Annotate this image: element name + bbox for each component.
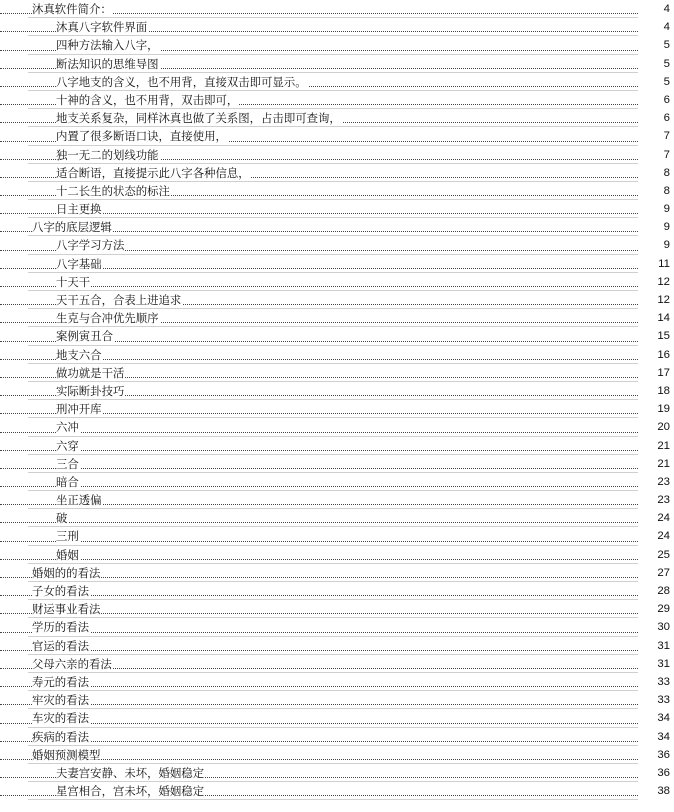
toc-entry-title[interactable]: 学历的看法: [32, 620, 89, 635]
toc-entry-title[interactable]: 十神的含义，也不用背，双击即可，: [56, 92, 239, 107]
toc-entry-title[interactable]: 沐真软件简介：: [32, 2, 112, 16]
toc-entry[interactable]: [0, 382, 674, 400]
toc-entry-title[interactable]: 内置了很多断语口诀，直接使用，: [56, 129, 227, 144]
dot-leader: [0, 522, 638, 523]
toc-entry-title[interactable]: 生克与合冲优先顺序: [56, 311, 159, 326]
toc-entry-page-number[interactable]: 16: [638, 346, 670, 364]
toc-entry-page-number[interactable]: 6: [638, 109, 670, 127]
toc-entry[interactable]: [0, 473, 674, 491]
toc-entry-title[interactable]: 地支六合: [56, 347, 102, 362]
toc-entry-title[interactable]: 寿元的看法: [32, 674, 89, 689]
toc-entry-title[interactable]: 财运事业看法: [32, 602, 101, 617]
toc-entry-page-number[interactable]: 17: [638, 364, 670, 382]
toc-entry-page-number[interactable]: 8: [638, 164, 670, 182]
dot-leader: [0, 686, 638, 687]
toc-entry-page-number[interactable]: 23: [638, 491, 670, 509]
toc-entry-page-number[interactable]: 18: [638, 382, 670, 400]
toc-entry-title[interactable]: 日主更换: [56, 202, 102, 217]
dot-leader: [0, 559, 638, 560]
toc-entry-title[interactable]: 独一无二的划线功能: [56, 147, 159, 162]
toc-entry[interactable]: [0, 364, 674, 382]
toc-entry[interactable]: [0, 200, 674, 218]
dot-leader: [0, 632, 638, 633]
dot-leader: [0, 741, 638, 742]
toc-entry[interactable]: [0, 673, 674, 691]
toc-entry[interactable]: [0, 55, 674, 73]
toc-entry[interactable]: [0, 691, 674, 709]
toc-entry-title[interactable]: 八字学习方法: [56, 238, 125, 253]
dot-leader: [0, 432, 638, 433]
dot-leader: [0, 486, 638, 487]
dot-leader: [0, 650, 638, 651]
toc-entry-page-number[interactable]: 24: [638, 527, 670, 545]
toc-entry[interactable]: [0, 346, 674, 364]
toc-entry[interactable]: [0, 0, 674, 18]
toc-entry-title[interactable]: 六冲: [56, 420, 79, 435]
toc-entry-page-number[interactable]: 30: [638, 618, 670, 636]
toc-entry[interactable]: [0, 709, 674, 727]
toc-entry-title[interactable]: 婚姻预测模型: [32, 747, 101, 762]
toc-entry-title[interactable]: 婚姻的的看法: [32, 565, 101, 580]
toc-entry-title[interactable]: 子女的看法: [32, 584, 89, 598]
toc-entry[interactable]: [0, 73, 674, 91]
dot-leader: [0, 541, 638, 542]
toc-entry-page-number[interactable]: 15: [638, 327, 670, 345]
toc-entry-title[interactable]: 八字地支的含义，也不用背，直接双击即可显示。: [56, 74, 307, 89]
toc-entry-page-number[interactable]: 34: [638, 709, 670, 727]
toc-entry[interactable]: [0, 418, 674, 436]
toc-entry-title[interactable]: 夫妻宫安静、未坏，婚姻稳定: [56, 765, 205, 780]
toc-entry-title[interactable]: 六穿: [56, 438, 79, 453]
toc-entry-page-number[interactable]: 36: [638, 764, 670, 782]
toc-entry-title[interactable]: 疾病的看法: [32, 729, 89, 744]
toc-entry-page-number[interactable]: 5: [638, 36, 670, 54]
dot-leader: [0, 704, 638, 705]
toc-entry-title[interactable]: 地支关系复杂，同样沐真也做了关系图，占击即可查询，: [56, 111, 341, 126]
toc-entry-title[interactable]: 刑冲开库: [56, 402, 102, 417]
toc-entry[interactable]: [0, 655, 674, 673]
toc-entry[interactable]: [0, 309, 674, 327]
toc-entry[interactable]: [0, 18, 674, 36]
toc-entry-page-number[interactable]: 12: [638, 291, 670, 309]
toc-entry-page-number[interactable]: 6: [638, 91, 670, 109]
toc-entry-title[interactable]: 三刑: [56, 529, 79, 544]
toc-entry-page-number[interactable]: 36: [638, 746, 670, 764]
toc-entry-page-number[interactable]: 28: [638, 582, 670, 600]
toc-entry-title[interactable]: 四种方法输入八字，: [56, 38, 159, 53]
toc-entry[interactable]: [0, 582, 674, 600]
toc-entry-page-number[interactable]: 31: [638, 637, 670, 655]
toc-entry-page-number[interactable]: 9: [638, 200, 670, 218]
toc-entry-page-number[interactable]: 14: [638, 309, 670, 327]
toc-entry-page-number[interactable]: 21: [638, 437, 670, 455]
toc-entry-page-number[interactable]: 25: [638, 546, 670, 564]
toc-entry-page-number[interactable]: 24: [638, 509, 670, 527]
toc-entry-page-number[interactable]: 5: [638, 73, 670, 91]
toc-entry[interactable]: [0, 782, 674, 800]
toc-entry-page-number[interactable]: 7: [638, 146, 670, 164]
toc-entry[interactable]: [0, 291, 674, 309]
toc-entry[interactable]: [0, 127, 674, 145]
dot-leader: [0, 468, 638, 469]
toc-entry-title[interactable]: 案例寅丑合: [56, 329, 113, 344]
toc-entry-page-number[interactable]: 38: [638, 782, 670, 800]
toc-entry-title[interactable]: 做功就是干活: [56, 365, 125, 380]
toc-entry-title[interactable]: 破: [56, 511, 68, 526]
toc-entry[interactable]: [0, 164, 674, 182]
toc-entry-page-number[interactable]: 9: [638, 236, 670, 254]
toc-entry-title[interactable]: 实际断卦技巧: [56, 383, 125, 398]
toc-entry[interactable]: [0, 437, 674, 455]
toc-entry[interactable]: [0, 273, 674, 291]
toc-entry[interactable]: [0, 36, 674, 54]
toc-entry-title[interactable]: 车灾的看法: [32, 711, 89, 726]
toc-entry-page-number[interactable]: 31: [638, 655, 670, 673]
toc-entry-page-number[interactable]: 12: [638, 273, 670, 291]
toc-entry[interactable]: [0, 255, 674, 273]
toc-entry-title[interactable]: 适合断语，直接提示此八字各种信息，: [56, 165, 250, 180]
toc-entry[interactable]: [0, 746, 674, 764]
toc-entry-page-number[interactable]: 34: [638, 728, 670, 746]
toc-entry-title[interactable]: 八字的底层逻辑: [32, 220, 112, 235]
dot-leader: [0, 286, 638, 287]
toc-entry-title[interactable]: 牢灾的看法: [32, 693, 89, 708]
toc-entry-page-number[interactable]: 8: [638, 182, 670, 200]
toc-entry[interactable]: [0, 182, 674, 200]
toc-entry[interactable]: [0, 218, 674, 236]
toc-entry-page-number[interactable]: 5: [638, 55, 670, 73]
dot-leader: [0, 595, 638, 596]
toc-entry-title[interactable]: 断法知识的思维导图: [56, 56, 159, 71]
toc-entry-title[interactable]: 十二长生的状态的标注: [56, 183, 170, 198]
toc-entry-title[interactable]: 星宫相合，宫未坏，婚姻稳定: [56, 784, 205, 799]
toc-entry-title[interactable]: 沐真八字软件界面: [56, 20, 148, 35]
toc-entry[interactable]: [0, 527, 674, 545]
toc-entry[interactable]: [0, 109, 674, 127]
toc-entry-page-number[interactable]: 9: [638, 218, 670, 236]
row-underline: [28, 799, 642, 800]
toc-entry[interactable]: [0, 637, 674, 655]
toc-entry-title[interactable]: 坐正透偏: [56, 493, 102, 508]
toc-entry-title[interactable]: 十天干: [56, 274, 91, 289]
toc-entry[interactable]: [0, 91, 674, 109]
toc-entry-page-number[interactable]: 7: [638, 127, 670, 145]
toc-entry-page-number[interactable]: 29: [638, 600, 670, 618]
toc-entry[interactable]: [0, 236, 674, 254]
toc-entry-title[interactable]: 官运的看法: [32, 638, 89, 653]
toc-entry[interactable]: [0, 600, 674, 618]
dot-leader: [0, 723, 638, 724]
toc-entry-page-number[interactable]: 20: [638, 418, 670, 436]
toc-entry[interactable]: [0, 728, 674, 746]
toc-entry[interactable]: [0, 455, 674, 473]
toc-entry-title[interactable]: 三合: [56, 456, 79, 471]
toc-entry-title[interactable]: 父母六亲的看法: [32, 656, 112, 671]
toc-entry[interactable]: [0, 146, 674, 164]
toc-entry-page-number[interactable]: 33: [638, 691, 670, 709]
toc-entry-title[interactable]: 天干五合，合表上进追求: [56, 293, 182, 307]
toc-entry[interactable]: [0, 491, 674, 509]
toc-entry[interactable]: [0, 618, 674, 636]
toc-entry-page-number[interactable]: 33: [638, 673, 670, 691]
toc-entry-page-number[interactable]: 27: [638, 564, 670, 582]
toc-entry-page-number[interactable]: 21: [638, 455, 670, 473]
toc-entry-title[interactable]: 婚姻: [56, 547, 79, 562]
toc-entry-title[interactable]: 八字基础: [56, 256, 102, 271]
toc-entry[interactable]: [0, 509, 674, 527]
toc-entry[interactable]: [0, 764, 674, 782]
toc-entry[interactable]: [0, 400, 674, 418]
dot-leader: [0, 450, 638, 451]
toc-entry[interactable]: [0, 327, 674, 345]
toc-entry-page-number[interactable]: 19: [638, 400, 670, 418]
toc-entry[interactable]: [0, 564, 674, 582]
toc-entry-page-number[interactable]: 4: [638, 18, 670, 36]
toc-entry-page-number[interactable]: 4: [638, 0, 670, 18]
toc-entry-page-number[interactable]: 11: [638, 255, 670, 273]
toc-entry[interactable]: [0, 546, 674, 564]
toc-entry-title[interactable]: 暗合: [56, 474, 79, 489]
toc-entry-page-number[interactable]: 23: [638, 473, 670, 491]
